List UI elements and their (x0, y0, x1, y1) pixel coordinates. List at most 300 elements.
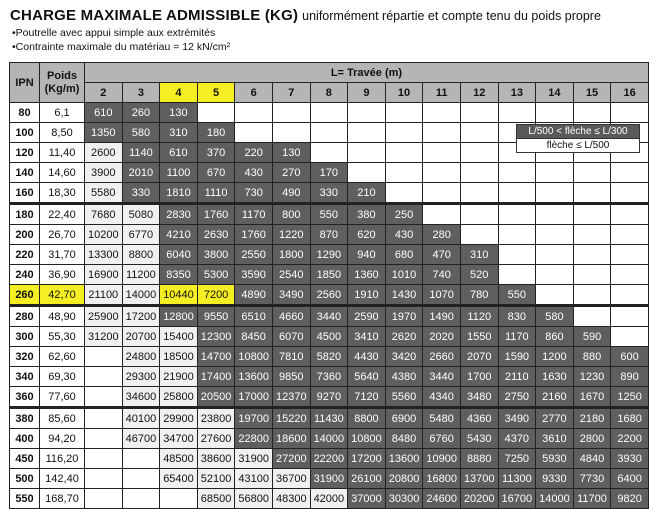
load-cell: 5930 (536, 449, 574, 469)
span-header-7: 7 (272, 83, 310, 103)
load-cell: 310 (160, 123, 198, 143)
empty-cell (85, 408, 123, 429)
span-header: L= Travée (m) (85, 63, 649, 83)
load-cell: 52100 (197, 469, 235, 489)
load-cell: 870 (310, 225, 348, 245)
empty-cell (573, 285, 611, 306)
load-cell: 9330 (536, 469, 574, 489)
empty-cell (310, 103, 348, 123)
load-cell: 4660 (272, 306, 310, 327)
load-cell: 4360 (460, 408, 498, 429)
empty-cell (611, 103, 649, 123)
table-row (10, 225, 649, 245)
load-cell: 260 (122, 103, 160, 123)
span-header-15: 15 (573, 83, 611, 103)
ipn-cell: 340 (10, 367, 40, 387)
load-cell: 940 (348, 245, 386, 265)
load-cell: 1250 (611, 387, 649, 408)
col-header-poids (40, 63, 85, 103)
empty-cell (197, 103, 235, 123)
ipn-cell: 320 (10, 347, 40, 367)
empty-cell (385, 143, 423, 163)
load-cell: 31900 (235, 449, 273, 469)
load-cell: 3490 (272, 285, 310, 306)
load-cell: 1630 (536, 367, 574, 387)
empty-cell (385, 183, 423, 204)
poids-cell: 26,70 (40, 225, 85, 245)
load-cell: 2600 (85, 143, 123, 163)
ipn-cell: 120 (10, 143, 40, 163)
load-cell: 3590 (235, 265, 273, 285)
table-row (10, 367, 649, 387)
empty-cell (310, 123, 348, 143)
legend-deflection-range: L/500 < flèche ≤ L/300 (516, 124, 640, 139)
load-cell: 600 (611, 347, 649, 367)
empty-cell (423, 143, 461, 163)
load-cell: 370 (197, 143, 235, 163)
empty-cell (611, 306, 649, 327)
load-cell: 1350 (85, 123, 123, 143)
ipn-cell: 380 (10, 408, 40, 429)
empty-cell (423, 103, 461, 123)
load-cell: 2800 (573, 429, 611, 449)
load-cell: 1230 (573, 367, 611, 387)
load-cell: 36700 (272, 469, 310, 489)
ipn-cell: 180 (10, 204, 40, 225)
empty-cell (536, 163, 574, 183)
empty-cell (348, 103, 386, 123)
load-cell: 1910 (348, 285, 386, 306)
load-cell: 8450 (235, 327, 273, 347)
load-cell: 2830 (160, 204, 198, 225)
load-cell: 180 (197, 123, 235, 143)
poids-cell: 31,70 (40, 245, 85, 265)
load-cell: 15220 (272, 408, 310, 429)
load-cell: 21900 (160, 367, 198, 387)
load-cell: 4890 (235, 285, 273, 306)
load-cell: 11200 (122, 265, 160, 285)
span-header-3: 3 (122, 83, 160, 103)
load-cell: 7250 (498, 449, 536, 469)
empty-cell (536, 245, 574, 265)
table-row (10, 265, 649, 285)
poids-cell: 69,30 (40, 367, 85, 387)
title-subtitle: uniformément répartie et compte tenu du poids propre (302, 9, 601, 23)
empty-cell (611, 285, 649, 306)
empty-cell (536, 265, 574, 285)
col-header-poids-label: Poids (Kg/m) (44, 69, 80, 95)
empty-cell (498, 265, 536, 285)
load-cell: 620 (348, 225, 386, 245)
poids-cell: 14,60 (40, 163, 85, 183)
table-title (10, 6, 655, 26)
empty-cell (122, 469, 160, 489)
empty-cell (498, 245, 536, 265)
load-cell: 3900 (85, 163, 123, 183)
load-cell: 5480 (423, 408, 461, 429)
load-cell: 730 (235, 183, 273, 204)
empty-cell (122, 449, 160, 469)
load-cell: 250 (385, 204, 423, 225)
load-cell: 800 (272, 204, 310, 225)
load-cell: 1760 (235, 225, 273, 245)
load-cell: 2750 (498, 387, 536, 408)
load-cell: 1120 (460, 306, 498, 327)
load-cell: 1200 (536, 347, 574, 367)
load-cell: 270 (272, 163, 310, 183)
load-cell: 1070 (423, 285, 461, 306)
ipn-cell: 220 (10, 245, 40, 265)
table-row (10, 245, 649, 265)
load-cell: 3440 (310, 306, 348, 327)
load-cell: 10800 (348, 429, 386, 449)
load-cell: 27600 (197, 429, 235, 449)
load-cell: 7810 (272, 347, 310, 367)
span-header-12: 12 (460, 83, 498, 103)
load-cell: 7360 (310, 367, 348, 387)
empty-cell (385, 123, 423, 143)
load-cell: 1590 (498, 347, 536, 367)
load-cell: 27200 (272, 449, 310, 469)
table-row (10, 103, 649, 123)
load-cell: 1140 (122, 143, 160, 163)
load-cell: 14000 (536, 489, 574, 509)
load-cell: 6900 (385, 408, 423, 429)
ipn-cell: 160 (10, 183, 40, 204)
poids-cell: 77,60 (40, 387, 85, 408)
poids-cell: 42,70 (40, 285, 85, 306)
empty-cell (611, 163, 649, 183)
empty-cell (348, 163, 386, 183)
load-cell: 31900 (310, 469, 348, 489)
ipn-cell: 140 (10, 163, 40, 183)
load-cell: 40100 (122, 408, 160, 429)
empty-cell (272, 103, 310, 123)
empty-cell (611, 265, 649, 285)
load-cell: 430 (385, 225, 423, 245)
load-cell: 13600 (385, 449, 423, 469)
header (10, 6, 655, 54)
load-cell: 9820 (611, 489, 649, 509)
span-header-4: 4 (160, 83, 198, 103)
ipn-cell: 450 (10, 449, 40, 469)
load-cell: 1670 (573, 387, 611, 408)
load-cell: 7200 (197, 285, 235, 306)
load-cell: 29300 (122, 367, 160, 387)
span-header-10: 10 (385, 83, 423, 103)
empty-cell (498, 183, 536, 204)
span-header-16: 16 (611, 83, 649, 103)
load-cell: 10440 (160, 285, 198, 306)
load-cell: 4500 (310, 327, 348, 347)
load-cell: 490 (272, 183, 310, 204)
load-cell: 830 (498, 306, 536, 327)
empty-cell (235, 123, 273, 143)
load-cell: 130 (160, 103, 198, 123)
ipn-cell: 360 (10, 387, 40, 408)
load-cell: 550 (498, 285, 536, 306)
load-cell: 8800 (348, 408, 386, 429)
load-cell: 16900 (85, 265, 123, 285)
load-cell: 25800 (160, 387, 198, 408)
empty-cell (348, 123, 386, 143)
empty-cell (573, 163, 611, 183)
load-cell: 17200 (122, 306, 160, 327)
empty-cell (573, 103, 611, 123)
load-cell: 1760 (197, 204, 235, 225)
load-cell: 210 (348, 183, 386, 204)
load-cell: 20800 (385, 469, 423, 489)
load-cell: 6040 (160, 245, 198, 265)
load-cell: 21100 (85, 285, 123, 306)
load-cell: 380 (348, 204, 386, 225)
load-cell: 17000 (235, 387, 273, 408)
load-cell: 31200 (85, 327, 123, 347)
load-cell: 1810 (160, 183, 198, 204)
load-cell: 1490 (423, 306, 461, 327)
load-cell: 5580 (85, 183, 123, 204)
ipn-cell: 400 (10, 429, 40, 449)
load-cell: 590 (573, 327, 611, 347)
poids-cell: 11,40 (40, 143, 85, 163)
table-row (10, 204, 649, 225)
empty-cell (460, 123, 498, 143)
load-cell: 2560 (310, 285, 348, 306)
poids-cell: 62,60 (40, 347, 85, 367)
empty-cell (536, 103, 574, 123)
load-cell: 8880 (460, 449, 498, 469)
load-cell: 1800 (272, 245, 310, 265)
load-cell: 1010 (385, 265, 423, 285)
load-cell: 330 (310, 183, 348, 204)
load-cell: 2200 (611, 429, 649, 449)
load-cell: 20200 (460, 489, 498, 509)
ipn-cell: 280 (10, 306, 40, 327)
empty-cell (611, 327, 649, 347)
load-cell: 2070 (460, 347, 498, 367)
load-cell: 12370 (272, 387, 310, 408)
poids-cell: 55,30 (40, 327, 85, 347)
table-row (10, 408, 649, 429)
load-cell: 4430 (348, 347, 386, 367)
poids-cell: 142,40 (40, 469, 85, 489)
load-cell: 12800 (160, 306, 198, 327)
load-cell: 3800 (197, 245, 235, 265)
load-cell: 610 (85, 103, 123, 123)
load-cell: 580 (536, 306, 574, 327)
load-cell: 330 (122, 183, 160, 204)
load-cell: 16700 (498, 489, 536, 509)
load-cell: 6510 (235, 306, 273, 327)
note-support: •Poutrelle avec appui simple aux extrémités (12, 27, 216, 39)
load-cell: 3930 (611, 449, 649, 469)
empty-cell (85, 429, 123, 449)
load-cell: 68500 (197, 489, 235, 509)
load-cell: 1700 (460, 367, 498, 387)
load-cell: 4840 (573, 449, 611, 469)
note-stress: •Contrainte maximale du matériau = 12 kN/cm² (12, 41, 231, 53)
load-cell: 18500 (160, 347, 198, 367)
load-cell: 17400 (197, 367, 235, 387)
load-cell: 24600 (423, 489, 461, 509)
load-cell: 9270 (310, 387, 348, 408)
load-cell: 550 (310, 204, 348, 225)
empty-cell (573, 265, 611, 285)
ipn-cell: 260 (10, 285, 40, 306)
span-header-6: 6 (235, 83, 273, 103)
ipn-cell: 240 (10, 265, 40, 285)
load-cell: 2620 (385, 327, 423, 347)
load-cell: 470 (423, 245, 461, 265)
load-cell: 1360 (348, 265, 386, 285)
load-cell: 280 (423, 225, 461, 245)
table-row (10, 285, 649, 306)
load-cell: 42000 (310, 489, 348, 509)
load-cell: 38600 (197, 449, 235, 469)
load-cell: 3610 (536, 429, 574, 449)
empty-cell (385, 103, 423, 123)
load-cell: 43100 (235, 469, 273, 489)
load-cell: 23800 (197, 408, 235, 429)
load-cell: 5560 (385, 387, 423, 408)
load-cell: 10800 (235, 347, 273, 367)
load-cell: 6760 (423, 429, 461, 449)
load-cell: 740 (423, 265, 461, 285)
poids-cell: 94,20 (40, 429, 85, 449)
load-cell: 1680 (611, 408, 649, 429)
load-cell: 1100 (160, 163, 198, 183)
load-cell: 10900 (423, 449, 461, 469)
load-cell: 37000 (348, 489, 386, 509)
load-cell: 2010 (122, 163, 160, 183)
load-cell: 680 (385, 245, 423, 265)
load-cell: 1220 (272, 225, 310, 245)
load-cell: 1430 (385, 285, 423, 306)
empty-cell (272, 123, 310, 143)
empty-cell (498, 225, 536, 245)
poids-cell: 85,60 (40, 408, 85, 429)
load-cell: 30300 (385, 489, 423, 509)
load-cell: 29900 (160, 408, 198, 429)
load-cell: 34600 (122, 387, 160, 408)
load-cell: 1550 (460, 327, 498, 347)
load-cell: 14000 (122, 285, 160, 306)
load-cell: 780 (460, 285, 498, 306)
load-cell: 15400 (160, 327, 198, 347)
empty-cell (460, 183, 498, 204)
table-row (10, 387, 649, 408)
empty-cell (460, 163, 498, 183)
load-cell: 2590 (348, 306, 386, 327)
load-cell: 46700 (122, 429, 160, 449)
load-cell: 22200 (310, 449, 348, 469)
poids-cell: 116,20 (40, 449, 85, 469)
load-cell: 4210 (160, 225, 198, 245)
load-cell: 5640 (348, 367, 386, 387)
empty-cell (235, 103, 273, 123)
empty-cell (385, 163, 423, 183)
load-cell: 24800 (122, 347, 160, 367)
ipn-cell: 300 (10, 327, 40, 347)
load-cell: 22800 (235, 429, 273, 449)
empty-cell (423, 183, 461, 204)
load-cell: 1110 (197, 183, 235, 204)
title-bold: CHARGE MAXIMALE ADMISSIBLE (KG) (10, 7, 299, 24)
load-cell: 4380 (385, 367, 423, 387)
span-values-row (10, 83, 649, 103)
load-cell: 14700 (197, 347, 235, 367)
load-cell: 11300 (498, 469, 536, 489)
empty-cell (498, 204, 536, 225)
load-cell: 8800 (122, 245, 160, 265)
load-cell: 4370 (498, 429, 536, 449)
load-cell: 1970 (385, 306, 423, 327)
load-cell: 11700 (573, 489, 611, 509)
load-cell: 880 (573, 347, 611, 367)
span-header-5: 5 (197, 83, 235, 103)
load-cell: 3410 (348, 327, 386, 347)
load-cell: 16800 (423, 469, 461, 489)
empty-cell (611, 183, 649, 204)
legend (516, 124, 640, 153)
ipn-cell: 100 (10, 123, 40, 143)
load-cell: 1170 (498, 327, 536, 347)
empty-cell (85, 469, 123, 489)
table-row (10, 429, 649, 449)
load-cell: 4340 (423, 387, 461, 408)
table-row (10, 327, 649, 347)
table-row (10, 469, 649, 489)
table-row (10, 183, 649, 204)
load-cell: 580 (122, 123, 160, 143)
load-cell: 56800 (235, 489, 273, 509)
empty-cell (611, 204, 649, 225)
ipn-cell: 200 (10, 225, 40, 245)
load-cell: 14000 (310, 429, 348, 449)
empty-cell (348, 143, 386, 163)
load-cell: 13700 (460, 469, 498, 489)
col-header-ipn: IPN (10, 63, 40, 103)
load-cell: 9550 (197, 306, 235, 327)
legend-deflection-limit: flèche ≤ L/500 (516, 139, 640, 153)
load-cell: 5300 (197, 265, 235, 285)
load-cell: 8350 (160, 265, 198, 285)
load-cell: 520 (460, 265, 498, 285)
load-cell: 7730 (573, 469, 611, 489)
load-cell: 48500 (160, 449, 198, 469)
load-cell: 20700 (122, 327, 160, 347)
load-cell: 1290 (310, 245, 348, 265)
empty-cell (460, 143, 498, 163)
load-cell: 26100 (348, 469, 386, 489)
load-cell: 3440 (423, 367, 461, 387)
load-cell: 20500 (197, 387, 235, 408)
load-cell: 3420 (385, 347, 423, 367)
load-cell: 2630 (197, 225, 235, 245)
ipn-cell: 500 (10, 469, 40, 489)
load-cell: 670 (197, 163, 235, 183)
span-header-13: 13 (498, 83, 536, 103)
load-cell: 2540 (272, 265, 310, 285)
load-cell: 65400 (160, 469, 198, 489)
empty-cell (536, 225, 574, 245)
load-cell: 18600 (272, 429, 310, 449)
load-cell: 6070 (272, 327, 310, 347)
load-cell: 10200 (85, 225, 123, 245)
load-cell: 8480 (385, 429, 423, 449)
table-row (10, 449, 649, 469)
table-row (10, 163, 649, 183)
